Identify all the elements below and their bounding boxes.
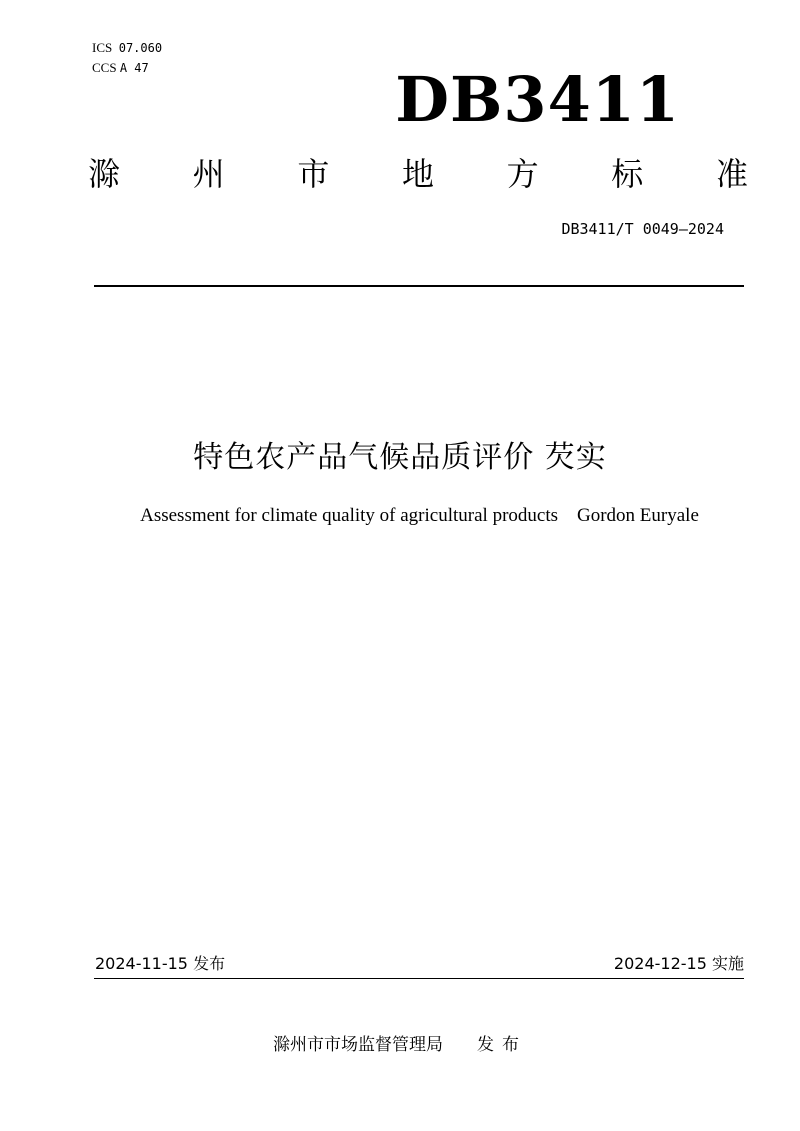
standard-number: DB3411/T 0049—2024	[561, 220, 724, 238]
title-chinese: 特色农产品气候品质评价 芡实	[193, 440, 607, 475]
publisher-name: 滁州市市场监督管理局	[273, 1035, 443, 1055]
standard-category	[88, 150, 748, 198]
publisher-action: 发布	[477, 1035, 527, 1055]
category-char: 地	[401, 155, 434, 193]
category-char: 滁	[88, 155, 121, 193]
issue-date-value: 2024-11-15	[95, 954, 188, 973]
ccs-row	[92, 58, 162, 78]
ccs-label: CCS	[92, 60, 117, 75]
title-english: Assessment for climate quality of agricultural products Gordon Euryale	[140, 505, 699, 526]
implementation-date	[614, 952, 744, 976]
issue-label: 发布	[193, 954, 226, 973]
category-char: 准	[715, 155, 748, 193]
publisher	[0, 1032, 800, 1058]
category-char: 标	[611, 155, 644, 193]
category-char: 方	[506, 155, 539, 193]
bottom-divider	[94, 978, 744, 979]
category-char: 州	[192, 155, 225, 193]
ics-label: ICS	[92, 40, 113, 55]
ics-row	[92, 38, 162, 58]
issue-date	[95, 952, 225, 976]
top-divider	[94, 285, 744, 287]
classification-codes	[92, 38, 162, 78]
ics-code: 07.060	[118, 41, 163, 55]
category-char: 市	[297, 155, 330, 193]
implementation-date-value: 2024-12-15	[613, 954, 707, 973]
ccs-code: A 47	[119, 61, 149, 75]
implementation-label: 实施	[711, 954, 744, 973]
standard-logo: DB3411	[395, 63, 680, 136]
